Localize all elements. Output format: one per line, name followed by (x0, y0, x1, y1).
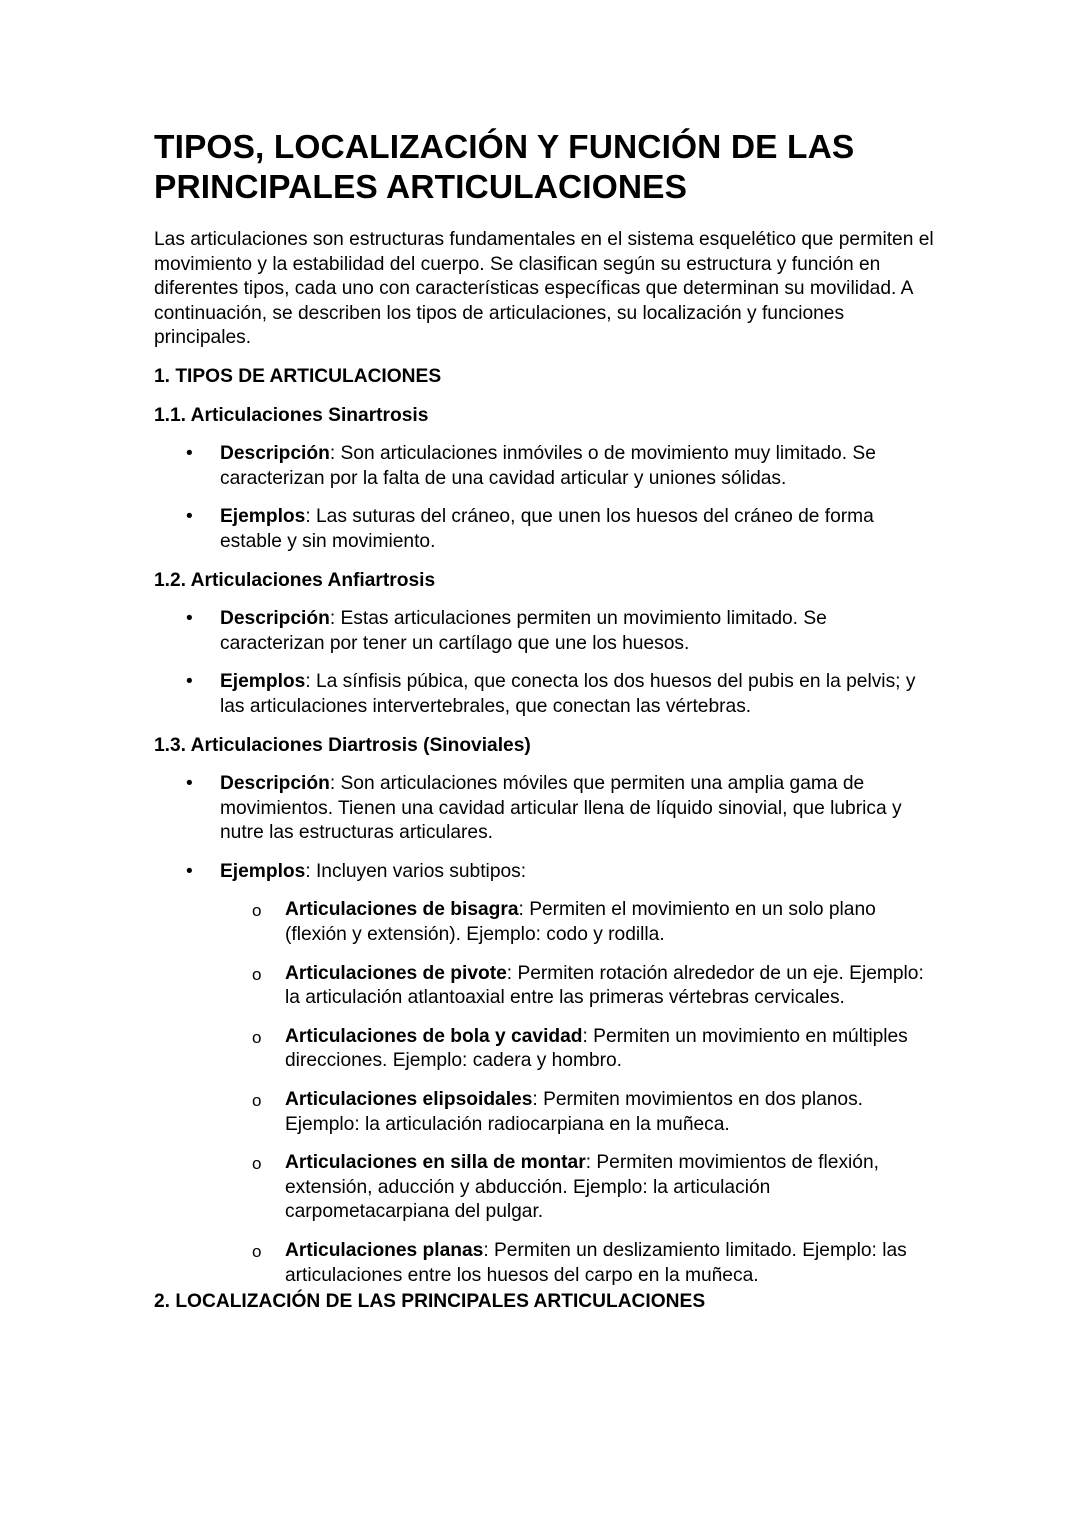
document-page (154, 128, 934, 1329)
subsection-1-2-heading: 1.2. Articulaciones Anfiartrosis (154, 569, 436, 591)
list-item (154, 860, 934, 1288)
anfiartrosis-list (154, 607, 934, 719)
item-label: Descripción (220, 773, 330, 795)
item-text: : Son articulaciones móviles que permiten una amplia gama de movimientos. Tienen una cavidad articular llena de líquido sinovial, que lubrica y nutre las estructuras articulares. (220, 773, 902, 844)
sub-bullet-marker: o (252, 1091, 262, 1111)
subtypes-list (220, 898, 934, 1288)
item-text: : Las suturas del cráneo, que unen los huesos del cráneo de forma estable y sin movimiento. (220, 506, 874, 552)
section-2-heading: 2. LOCALIZACIÓN DE LAS PRINCIPALES ARTICULACIONES (154, 1291, 706, 1313)
bullet-marker: • (186, 506, 193, 528)
item-label: Ejemplos (220, 506, 306, 528)
item-text: : Incluyen varios subtipos: (305, 860, 527, 882)
subtype-text: : Permiten un deslizamiento limitado. Ejemplo: las articulaciones entre los huesos del carpo en la muñeca. (285, 1240, 907, 1286)
sub-bullet-marker: o (252, 901, 262, 921)
subtype-item (220, 1239, 934, 1288)
item-label: Ejemplos (220, 671, 306, 693)
sub-bullet-marker: o (252, 1242, 262, 1261)
sinartrosis-list (154, 442, 934, 554)
subtype-label: Articulaciones de pivote (285, 962, 507, 984)
bullet-marker: • (186, 443, 193, 465)
subtype-text: : Permiten movimientos de flexión, extensión, aducción y abducción. Ejemplo: la articulación carpometacarpiana del pulgar. (285, 1152, 879, 1223)
subtype-text: : Permiten un movimiento en múltiples direcciones. Ejemplo: cadera y hombro. (285, 1025, 908, 1072)
subtype-item (220, 1151, 934, 1225)
item-label: Ejemplos (220, 860, 306, 882)
item-text: : La sínfisis púbica, que conecta los dos huesos del pubis en la pelvis; y las articulaciones intervertebrales, que conectan las vértebras. (220, 671, 916, 717)
intro-paragraph: Las articulaciones son estructuras fundamentales en el sistema esquelético que permiten el movimiento y la estabilidad del cuerpo. Se clasifican según su estructura y función en diferentes tipos, cada uno con características específicas que determinan su movilidad. A continuación, se describen los tipos de articulaciones, su localización y funciones principales. (154, 229, 934, 349)
subtype-label: Articulaciones elipsoidales (285, 1089, 533, 1111)
subtype-item (220, 898, 934, 947)
subsection-1-3-heading: 1.3. Articulaciones Diartrosis (Sinoviales) (154, 734, 531, 756)
bullet-marker: • (186, 773, 193, 795)
bullet-marker: • (186, 671, 193, 693)
list-item (154, 670, 934, 719)
subtype-text: : Permiten rotación alrededor de un eje. Ejemplo: la articulación atlantoaxial entre las primeras vértebras cervicales. (285, 962, 924, 1009)
document-title: TIPOS, LOCALIZACIÓN Y FUNCIÓN DE LAS PRINCIPALES ARTICULACIONES (154, 129, 855, 206)
item-label: Descripción (220, 608, 330, 630)
list-item (154, 442, 934, 491)
section-1-heading: 1. TIPOS DE ARTICULACIONES (154, 365, 442, 387)
sub-bullet-marker: o (252, 1027, 262, 1047)
bullet-marker: • (186, 608, 193, 630)
list-item (154, 772, 934, 846)
sub-bullet-marker: o (252, 964, 262, 984)
list-item (154, 607, 934, 656)
diartrosis-list (154, 772, 934, 1288)
subtype-label: Articulaciones de bisagra (285, 899, 519, 921)
subtype-item (220, 1025, 934, 1074)
item-text: : Estas articulaciones permiten un movimiento limitado. Se caracterizan por tener un cartílago que une los huesos. (220, 608, 827, 654)
subtype-item (220, 1088, 934, 1137)
item-label: Descripción (220, 443, 330, 465)
subtype-item (220, 962, 934, 1011)
subtype-label: Articulaciones de bola y cavidad (285, 1025, 583, 1047)
sub-bullet-marker: o (252, 1154, 262, 1174)
item-text: : Son articulaciones inmóviles o de movimiento muy limitado. Se caracterizan por la falta de una cavidad articular y uniones sólidas. (220, 443, 876, 489)
subtype-label: Articulaciones en silla de montar (285, 1152, 586, 1174)
subtype-text: : Permiten movimientos en dos planos. Ejemplo: la articulación radiocarpiana en la muñeca. (285, 1089, 864, 1135)
subtype-text: : Permiten el movimiento en un solo plano (flexión y extensión). Ejemplo: codo y rodilla. (285, 899, 876, 946)
subtype-label: Articulaciones planas (285, 1240, 484, 1261)
bullet-marker: • (186, 860, 193, 882)
subsection-1-1-heading: 1.1. Articulaciones Sinartrosis (154, 404, 429, 426)
list-item (154, 505, 934, 554)
